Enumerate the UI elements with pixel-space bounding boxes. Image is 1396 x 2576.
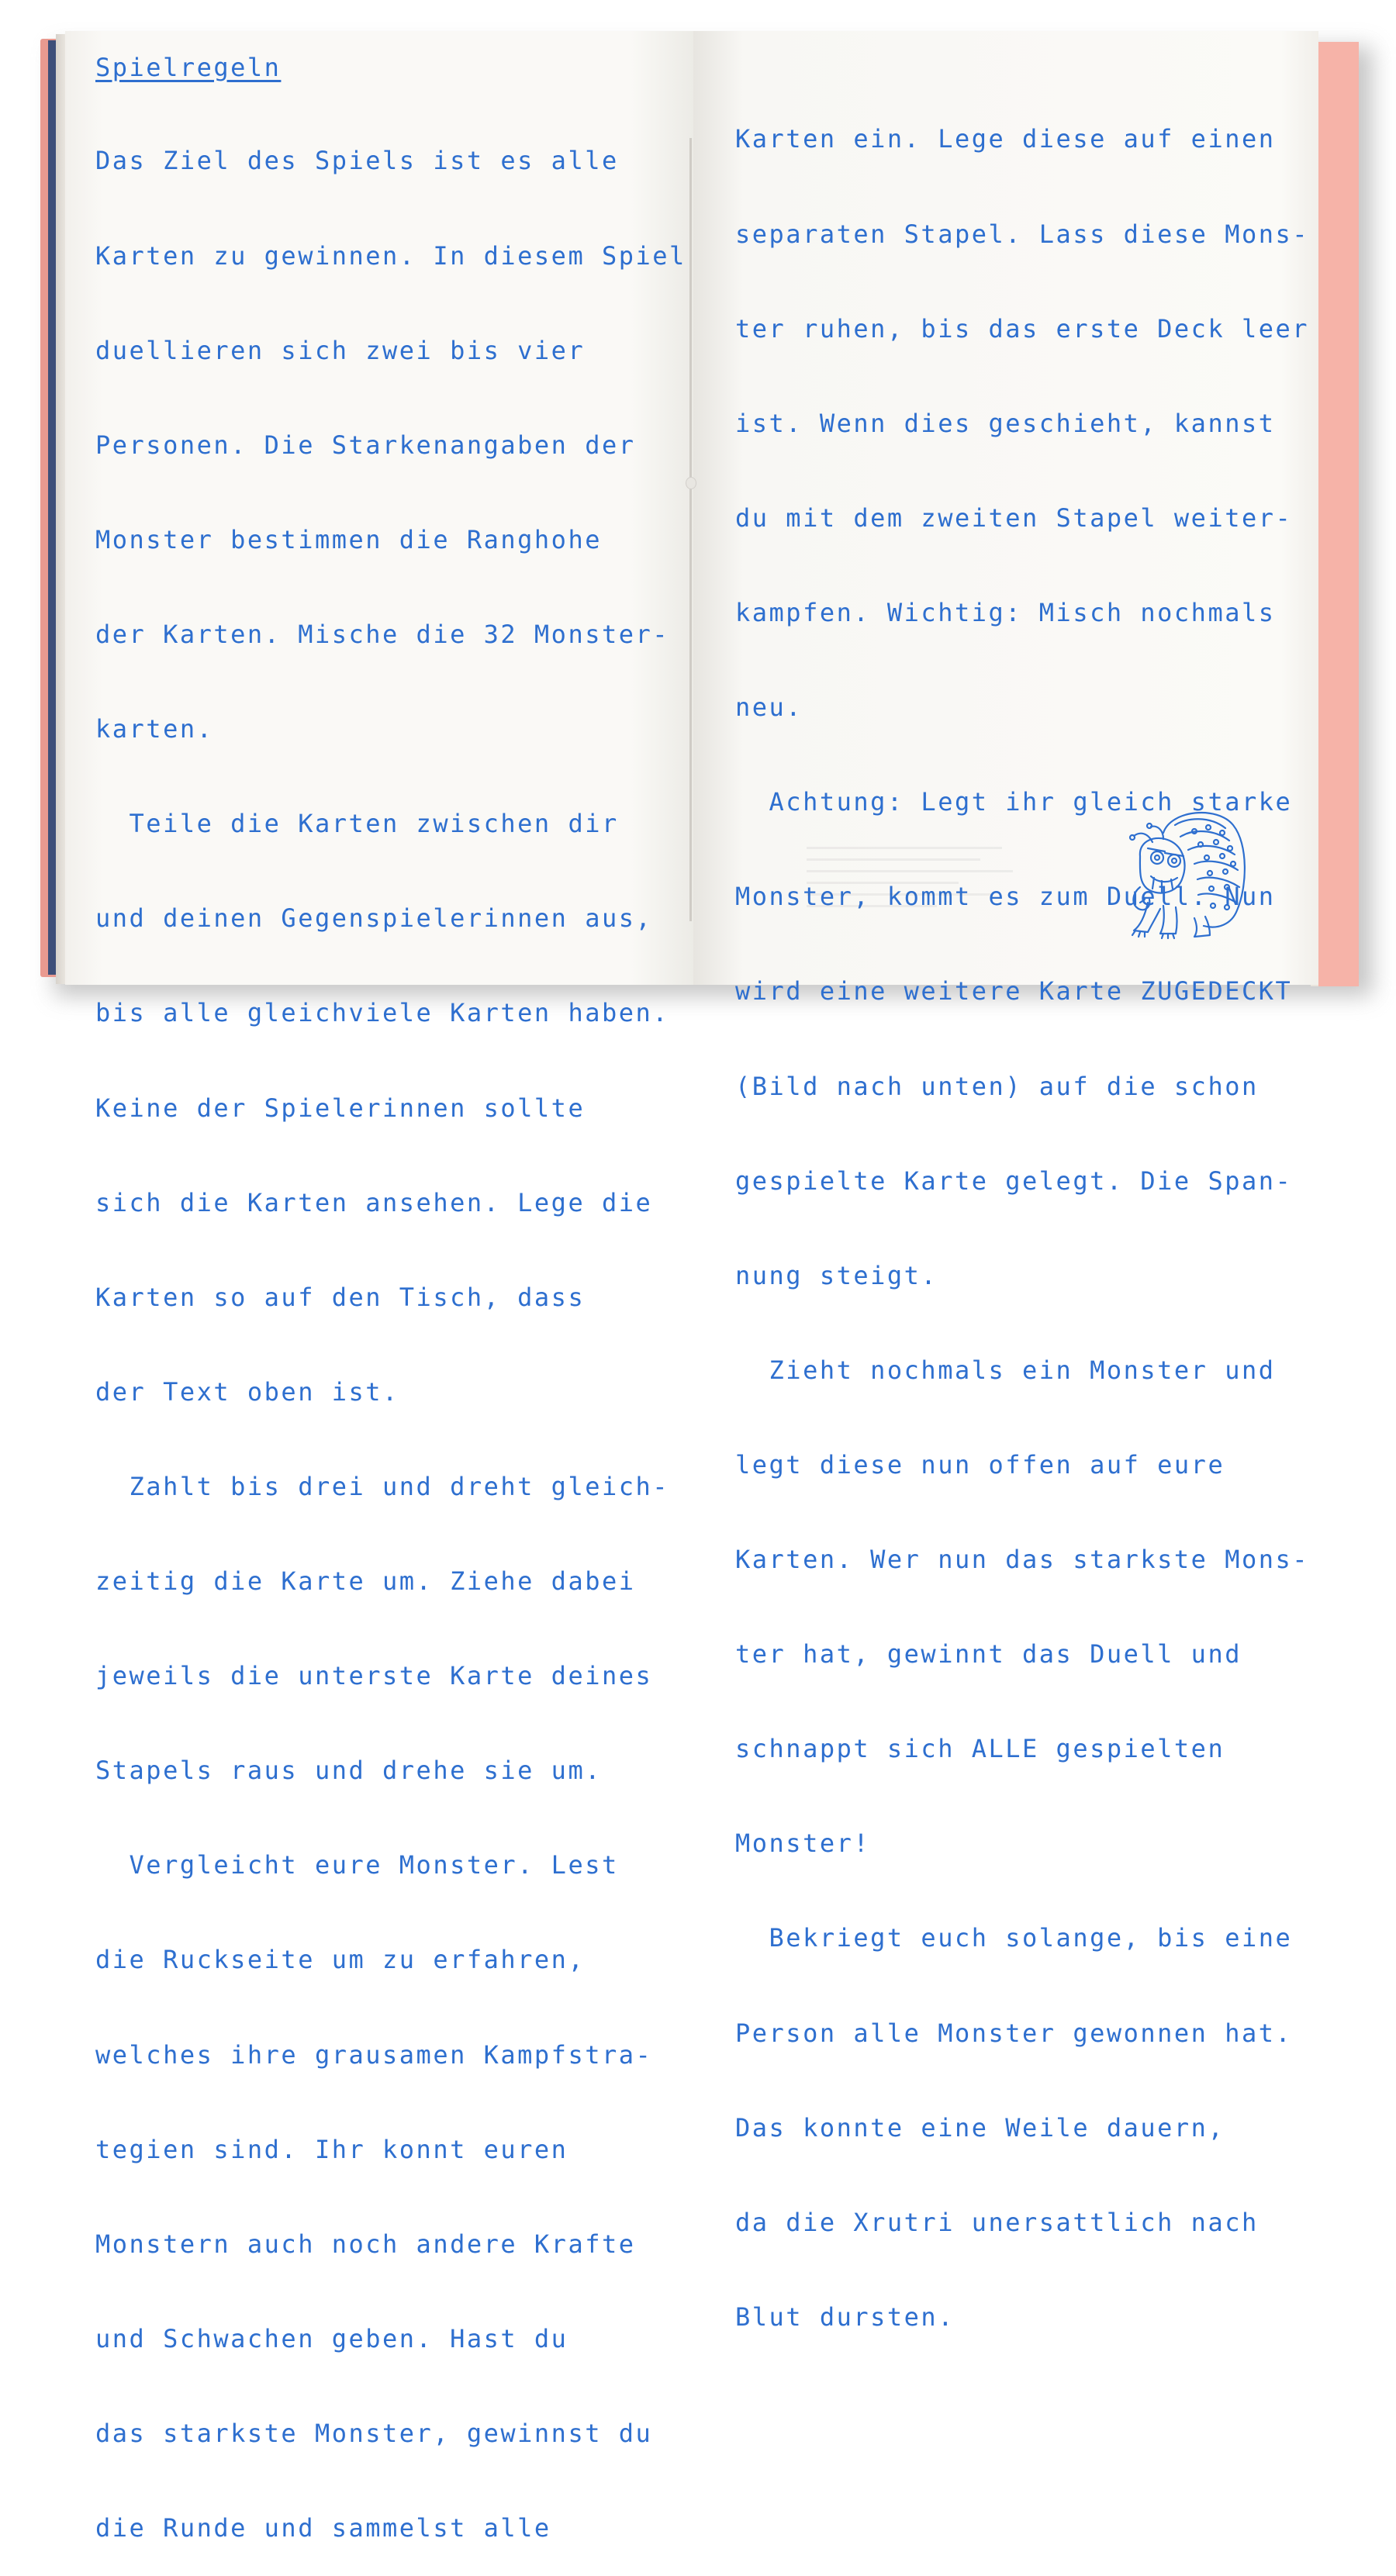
text-line: Bekriegt euch solange, bis eine: [735, 1923, 1293, 1953]
binding-stitch: [686, 477, 696, 489]
monster-illustration-icon: [1117, 802, 1256, 941]
text-line: zeitig die Karte um. Ziehe dabei: [95, 1566, 636, 1597]
text-line: bis alle gleichviele Karten haben.: [95, 998, 670, 1028]
text-line: Keine der Spielerinnen sollte: [95, 1093, 586, 1123]
text-line: die Ruckseite um zu erfahren,: [95, 1945, 586, 1975]
text-line: nung steigt.: [735, 1260, 938, 1290]
text-line: Personen. Die Starkenangaben der: [95, 430, 636, 460]
text-line: du mit dem zweiten Stapel weiter-: [735, 502, 1293, 533]
text-line: Karten zu gewinnen. In diesem Spiel: [95, 240, 686, 271]
text-line: ter hat, gewinnt das Duell und: [735, 1639, 1242, 1670]
text-line: Karten ein. Lege diese auf einen: [735, 124, 1276, 154]
text-line: jeweils die unterste Karte deines: [95, 1661, 653, 1691]
text-line: das starkste Monster, gewinnst du: [95, 2419, 653, 2449]
left-page-text: [95, 82, 686, 2576]
text-line: (Bild nach unten) auf die schon: [735, 1071, 1259, 1101]
text-line: ist. Wenn dies geschieht, kannst: [735, 408, 1276, 438]
text-line: wird eine weitere Karte ZUGEDECKT: [735, 976, 1293, 1007]
show-through-text: [807, 837, 1024, 954]
text-line: Monstern auch noch andere Krafte: [95, 2229, 636, 2259]
text-line: Stapels raus und drehe sie um.: [95, 1756, 602, 1786]
text-line: Monster, kommt es zum Duell. Nun: [735, 882, 1276, 912]
text-line: Zieht nochmals ein Monster und: [735, 1355, 1276, 1385]
text-line: Karten. Wer nun das starkste Mons-: [735, 1545, 1310, 1575]
text-line: duellieren sich zwei bis vier: [95, 335, 586, 365]
book-gutter: [689, 138, 692, 921]
page-title: Spielregeln: [95, 53, 282, 82]
text-line: der Text oben ist.: [95, 1376, 399, 1407]
text-line: Teile die Karten zwischen dir: [95, 809, 619, 839]
text-line: Das konnte eine Weile dauern,: [735, 2112, 1225, 2143]
text-line: Blut dursten.: [735, 2301, 955, 2332]
text-line: kampfen. Wichtig: Misch nochmals: [735, 597, 1276, 627]
text-line: tegien sind. Ihr konnt euren: [95, 2134, 568, 2164]
text-line: Zahlt bis drei und dreht gleich-: [95, 1471, 670, 1501]
text-line: separaten Stapel. Lass diese Mons-: [735, 219, 1310, 249]
text-line: Das Ziel des Spiels ist es alle: [95, 146, 619, 176]
text-line: ter ruhen, bis das erste Deck leer: [735, 313, 1310, 344]
text-line: Achtung: Legt ihr gleich starke: [735, 787, 1293, 817]
text-line: sich die Karten ansehen. Lege die: [95, 1187, 653, 1217]
right-page-text: [735, 60, 1309, 2364]
text-line: karten.: [95, 714, 214, 744]
text-line: und deinen Gegenspielerinnen aus,: [95, 903, 653, 934]
text-line: und Schwachen geben. Hast du: [95, 2323, 568, 2353]
text-line: Karten so auf den Tisch, dass: [95, 1282, 586, 1312]
text-line: legt diese nun offen auf eure: [735, 1449, 1225, 1480]
text-line: Vergleicht eure Monster. Lest: [95, 1850, 619, 1880]
text-line: welches ihre grausamen Kampfstra-: [95, 2039, 653, 2070]
text-line: da die Xrutri unersattlich nach: [735, 2207, 1259, 2237]
text-line: Monster bestimmen die Ranghohe: [95, 524, 602, 554]
text-line: schnappt sich ALLE gespielten: [735, 1734, 1225, 1764]
book-cover-right: [1318, 42, 1359, 986]
text-line: die Runde und sammelst alle: [95, 2513, 551, 2543]
text-line: Person alle Monster gewonnen hat.: [735, 2018, 1293, 2048]
text-line: neu.: [735, 692, 803, 723]
text-line: gespielte Karte gelegt. Die Span-: [735, 1165, 1293, 1196]
text-line: der Karten. Mische die 32 Monster-: [95, 619, 670, 649]
text-line: Monster!: [735, 1828, 871, 1859]
